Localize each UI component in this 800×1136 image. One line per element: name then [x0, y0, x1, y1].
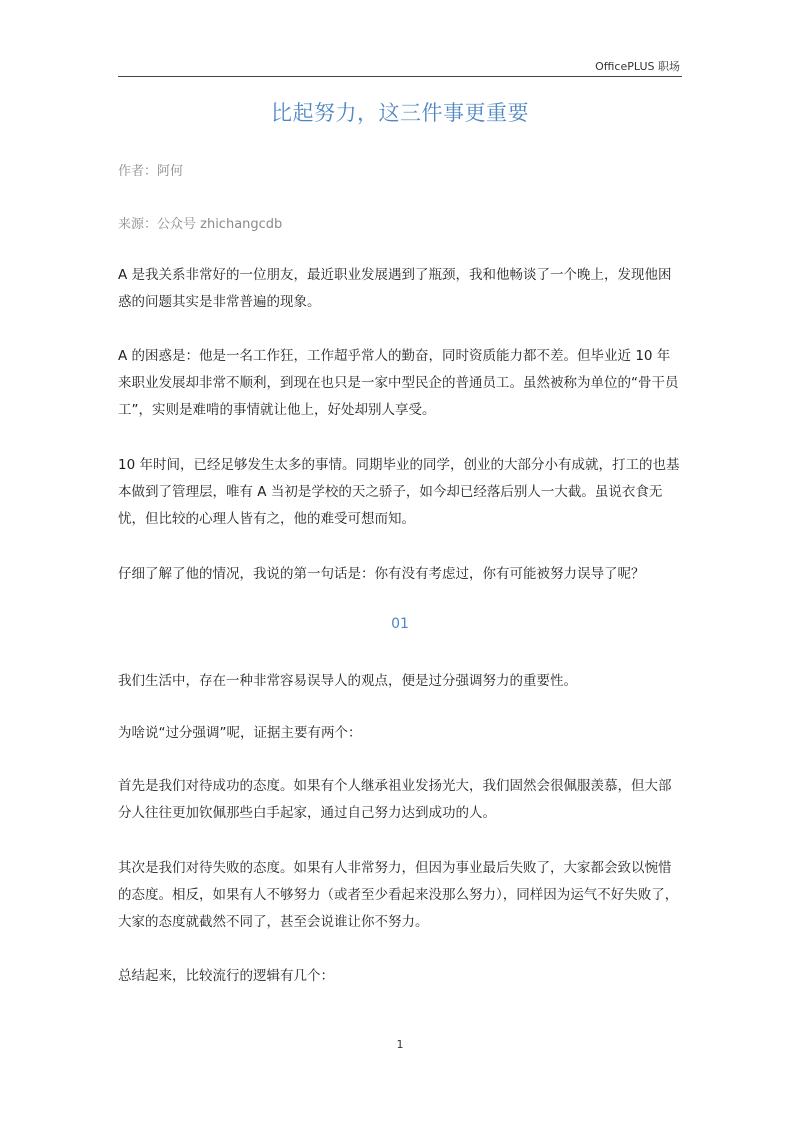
- paragraph: 10 年时间，已经足够发生太多的事情。同期毕业的同学，创业的大部分小有成就，打工的也基本做到了管理层，唯有 A 当初是学校的天之骄子，如今却已经落后别人一大截。虽说衣食无忧，但比较的心理人皆有之，他的难受可想而知。: [118, 457, 680, 527]
- paragraph: 为啥说“过分强调”呢，证据主要有两个：: [118, 725, 362, 741]
- source-line: 来源：公众号 zhichangcdb: [118, 217, 283, 232]
- header-rule: [118, 76, 682, 77]
- paragraph: 仔细了解了他的情况，我说的第一句话是：你有没有考虑过，你有可能被努力误导了呢？: [118, 566, 645, 582]
- article-title: 比起努力，这三件事更重要: [271, 101, 529, 125]
- paragraph: A 是我关系非常好的一位朋友，最近职业发展遇到了瓶颈，我和他畅谈了一个晚上，发现他困惑的问题其实是非常普遍的现象。: [118, 267, 672, 310]
- paragraph: 我们生活中，存在一种非常容易误导人的观点，便是过分强调努力的重要性。: [118, 673, 577, 689]
- paragraph: 其次是我们对待失败的态度。如果有人非常努力，但因为事业最后失败了，大家都会致以惋惜的态度。相反，如果有人不够努力（或者至少看起来没那么努力），同样因为运气不好失败了，大家的态度就截然不同了，甚至会说谁让你不努力。: [118, 860, 679, 930]
- paragraph: 首先是我们对待成功的态度。如果有个人继承祖业发扬光大，我们固然会很佩服羡慕，但大部分人往往更加钦佩那些白手起家，通过自己努力达到成功的人。: [118, 778, 672, 821]
- paragraph: 总结起来，比较流行的逻辑有几个：: [118, 968, 334, 984]
- author-line: 作者：阿何: [118, 164, 184, 179]
- page-number: 1: [396, 1038, 404, 1051]
- header-brand: OfficePLUS 职场: [595, 60, 680, 73]
- paragraph: A 的困惑是：他是一名工作狂，工作超乎常人的勤奋，同时资质能力都不差。但毕业近 10 年来职业发展却非常不顺利，到现在也只是一家中型民企的普通员工。虽然被称为单位的“骨干员工”，实则是难啃的事情就让他上，好处却别人享受。: [118, 348, 679, 418]
- section-number: 01: [391, 616, 409, 632]
